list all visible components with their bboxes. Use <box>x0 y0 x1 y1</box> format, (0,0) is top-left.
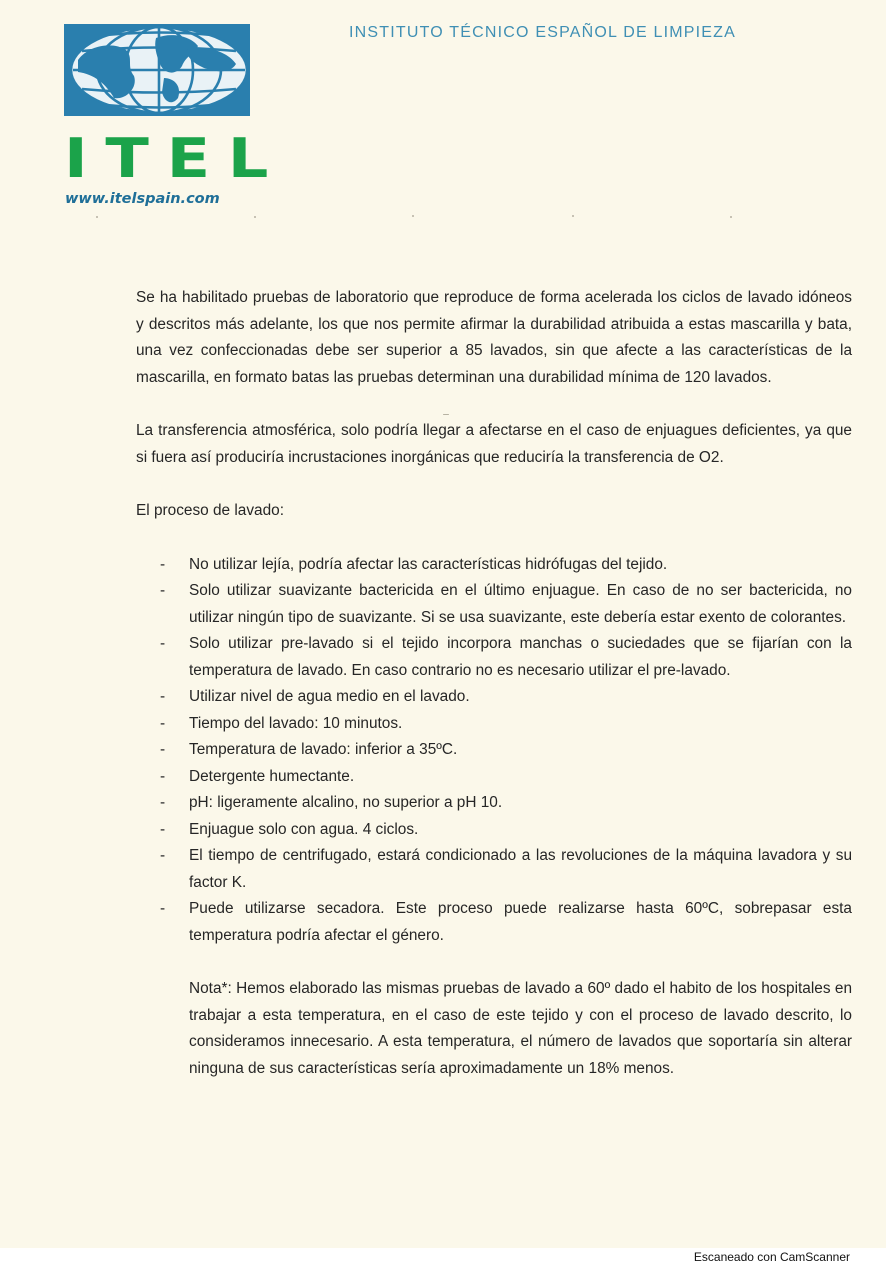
globe-icon <box>64 24 250 116</box>
scan-speck <box>572 215 574 217</box>
list-item-text: pH: ligeramente alcalino, no superior a pH 10. <box>189 794 503 811</box>
list-item-text: Enjuague solo con agua. 4 ciclos. <box>189 820 419 838</box>
document-body <box>136 285 852 1082</box>
list-item <box>136 764 852 791</box>
bullet-dash: - <box>160 847 166 864</box>
bullet-dash: - <box>160 582 166 599</box>
bullet-dash: - <box>160 794 166 811</box>
paragraph-atmospheric-transfer: La transferencia atmosférica, solo podría llegar a afectarse en el caso de enjuagues deficientes, ya que si fuera así produciría incrustaciones inorgánicas que reduciría la transferencia de O2. <box>136 422 852 466</box>
list-item <box>136 631 852 684</box>
scan-speck <box>730 216 732 218</box>
scan-speck <box>254 216 256 218</box>
bullet-dash: - <box>160 767 166 785</box>
list-item <box>136 552 852 579</box>
list-item-text: Temperatura de lavado: inferior a 35ºC. <box>189 741 458 758</box>
scan-speck <box>412 215 414 217</box>
bullet-dash: - <box>160 714 166 732</box>
list-item <box>136 737 852 764</box>
list-item-text: Puede utilizarse secadora. Este proceso puede realizarse hasta 60ºC, sobrepasar esta temperatura podría afectar el género. <box>189 900 852 944</box>
bullet-dash: - <box>160 688 166 705</box>
note-paragraph: Nota*: Hemos elaborado las mismas pruebas de lavado a 60º dado el habito de los hospitales en trabajar a esta temperatura, en el caso de este tejido y con el proceso de lavado descrito, lo consideramos innecesario. A esta temperatura, el número de lavados que soportaría sin alterar ninguna de sus características sería aproximadamente un 18% menos. <box>189 980 852 1077</box>
list-item-text: Solo utilizar pre-lavado si el tejido incorpora manchas o suciedades que se fijarían con la temperatura de lavado. En caso contrario no es necesario utilizar el pre-lavado. <box>189 635 852 679</box>
bullet-dash: - <box>160 635 166 652</box>
bullet-dash: - <box>160 820 166 838</box>
itel-logo-wordmark: ITEL <box>64 127 287 190</box>
camscanner-watermark: Escaneado con CamScanner <box>693 1250 850 1264</box>
list-item <box>136 578 852 631</box>
list-item-text: El tiempo de centrifugado, estará condicionado a las revoluciones de la máquina lavadora y su factor K. <box>189 847 852 891</box>
list-item <box>136 843 852 896</box>
list-item-text: Solo utilizar suavizante bactericida en el último enjuague. En caso de no ser bactericida, no utilizar ningún tipo de suavizante. Si se usa suavizante, este debería estar exento de colorantes. <box>189 582 852 626</box>
itel-website-url: www.itelspain.com <box>65 191 220 207</box>
washing-process-heading: El proceso de lavado: <box>136 502 285 519</box>
list-item-text: Detergente humectante. <box>189 767 355 785</box>
list-item <box>136 817 852 844</box>
bullet-dash: - <box>160 900 166 917</box>
list-item <box>136 684 852 711</box>
list-item <box>136 711 852 738</box>
paragraph-durability: Se ha habilitado pruebas de laboratorio que reproduce de forma acelerada los ciclos de lavado idóneos y descritos más adelante, los que nos permite afirmar la durabilidad atribuida a estas mascarilla y bata, una vez confeccionadas debe ser superior a 85 lavados, sin que afecte a las características de la mascarilla, en formato batas las pruebas determinan una durabilidad mínima de 120 lavados. <box>136 289 852 386</box>
scan-speck <box>96 216 98 218</box>
list-item-text: Utilizar nivel de agua medio en el lavado. <box>189 688 470 705</box>
bullet-dash: - <box>160 555 166 573</box>
washing-instructions-list <box>136 552 852 950</box>
list-item-text: No utilizar lejía, podría afectar las características hidrófugas del tejido. <box>189 555 668 573</box>
list-item <box>136 896 852 949</box>
bullet-dash: - <box>160 741 166 758</box>
institute-title: INSTITUTO TÉCNICO ESPAÑOL DE LIMPIEZA <box>349 24 736 41</box>
list-item <box>136 790 852 817</box>
list-item-text: Tiempo del lavado: 10 minutos. <box>189 714 403 732</box>
